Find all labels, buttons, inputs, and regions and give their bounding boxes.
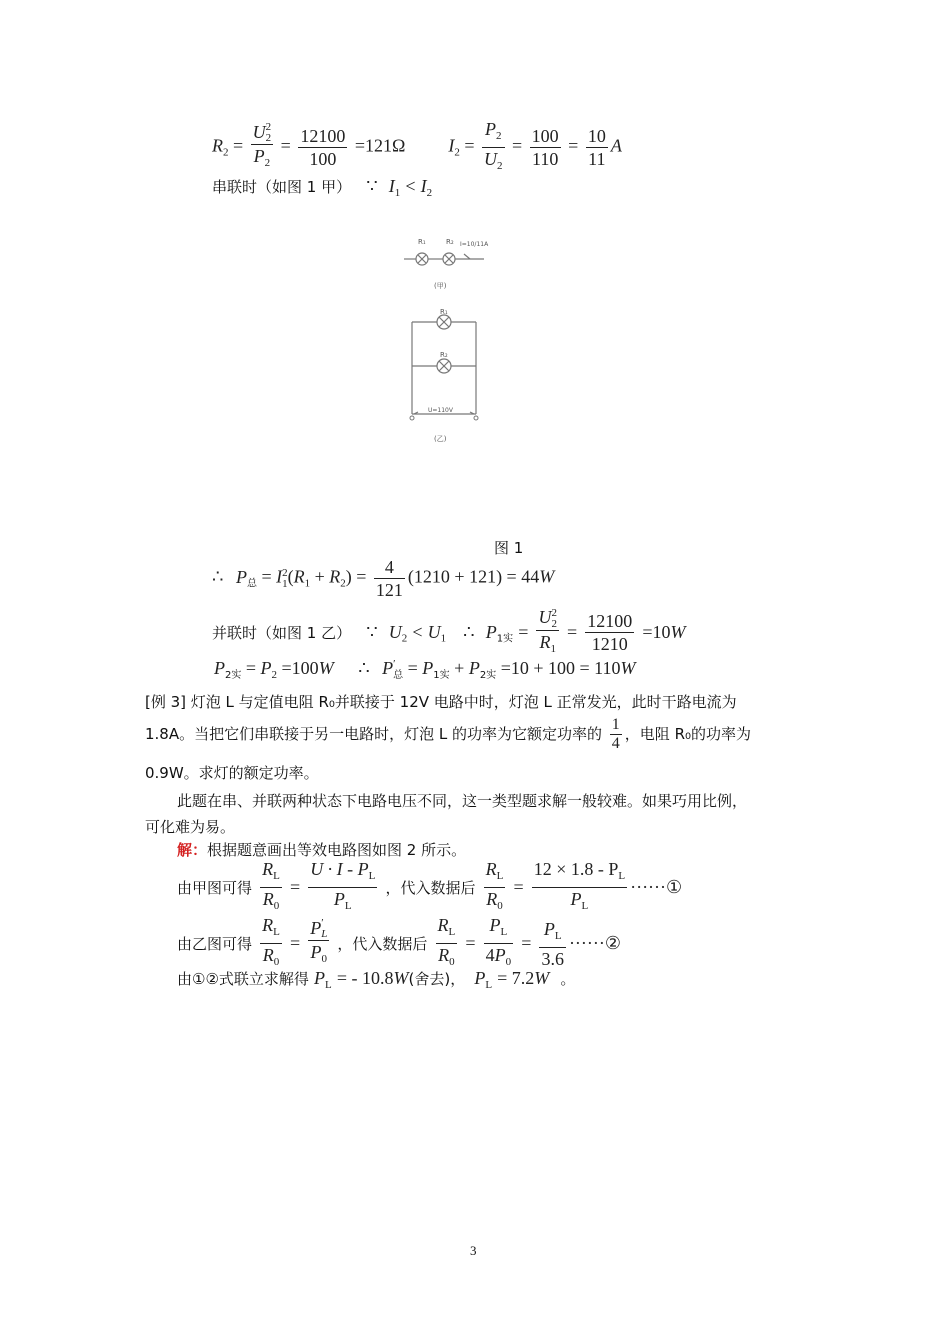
therefore-symbol: ∴ xyxy=(463,622,475,643)
denominator: 121 xyxy=(375,580,403,600)
series-circuit xyxy=(404,253,484,265)
subscript: 1 xyxy=(550,642,556,655)
fraction-pl-prime-p0 xyxy=(308,917,329,971)
denominator: 4 xyxy=(611,735,620,752)
symbol-p: P xyxy=(494,945,506,965)
symbol-p: P xyxy=(253,146,265,167)
symbol-i: I xyxy=(448,135,455,156)
ellipsis: ······ xyxy=(630,877,667,897)
symbol-p: P xyxy=(260,658,272,678)
subscript: 1 xyxy=(440,632,447,645)
equation-marker-2: ② xyxy=(604,933,622,953)
denominator: 3.6 xyxy=(541,948,564,969)
parallel-text: 并联时（如图 1 乙） xyxy=(212,624,352,643)
equals-sign: = xyxy=(567,622,578,643)
substitute-text: ，代入数据后 xyxy=(385,879,476,897)
less-than: < xyxy=(412,622,423,643)
equation-marker-1: ① xyxy=(666,877,683,897)
paren: ( xyxy=(287,566,294,587)
symbol-r: R xyxy=(486,889,498,909)
denominator: 1210 xyxy=(591,634,628,655)
result-value: =10 xyxy=(642,622,671,643)
value-answer: = 7.2 xyxy=(497,968,535,988)
numerator: 12100 xyxy=(300,126,346,146)
label-voltage: U=110V xyxy=(428,407,453,414)
subscript: 2 xyxy=(265,132,272,145)
symbol-r: R xyxy=(262,915,274,935)
symbol-p: P xyxy=(474,968,486,988)
subscript-2-actual: 2实 xyxy=(225,670,242,681)
fraction-10-11 xyxy=(586,125,608,170)
symbol-u: U xyxy=(252,121,266,142)
discard-note: (舍去) xyxy=(408,970,451,988)
numerator: 1 xyxy=(611,716,620,733)
fraction-ui-minus-pl xyxy=(308,858,377,917)
fraction-12100-1210 xyxy=(585,610,634,655)
fraction-u2-p2 xyxy=(251,121,274,175)
fraction-p2-u2 xyxy=(482,118,505,177)
subscript: 0 xyxy=(273,900,280,912)
prefix-text: 由①②式联立求解得 xyxy=(177,970,309,988)
symbol-p: P xyxy=(310,942,322,963)
value-100: =100 xyxy=(281,658,319,678)
equation-from-yi xyxy=(177,914,621,973)
equation-r2-i2 xyxy=(212,118,622,177)
symbol-r: R xyxy=(485,859,497,879)
symbol-r: R xyxy=(212,135,223,156)
symbol-r: R xyxy=(438,945,450,965)
label-jia: (甲) xyxy=(434,282,447,290)
unit-w: W xyxy=(620,658,636,678)
symbol-p: P xyxy=(468,658,480,678)
equals-sign: = xyxy=(464,135,475,156)
symbol-p: P xyxy=(570,889,582,909)
circuit-figure xyxy=(400,226,500,448)
numerator: 100 xyxy=(531,126,559,146)
because-symbol: ∵ xyxy=(366,622,378,643)
subscript: 2 xyxy=(401,632,408,645)
symbol-i: I xyxy=(276,566,283,587)
label-r1: R₁ xyxy=(440,308,448,316)
subscript: 2 xyxy=(340,577,346,590)
subscript-total: 总 xyxy=(246,578,257,590)
ellipsis: ······ xyxy=(568,933,605,953)
numerator-expr: U · I - P xyxy=(310,859,369,879)
subscript: L xyxy=(485,979,493,991)
subscript: 2 xyxy=(271,669,278,681)
equals-sign: = xyxy=(233,135,244,156)
subscript: L xyxy=(618,870,626,882)
subscript: 1 xyxy=(304,577,311,590)
parallel-condition-line xyxy=(212,606,686,660)
expression-tail: =10 + 100 = 110 xyxy=(500,658,621,678)
subscript: L xyxy=(554,929,562,942)
subscript: 2 xyxy=(497,160,503,172)
symbol-i: I xyxy=(388,176,395,196)
plus-sign: + xyxy=(314,566,325,587)
example3-line3: 0.9W。求灯的额定功率。 xyxy=(145,764,319,782)
fraction-numeric-jia xyxy=(532,858,627,917)
numerator-expr: 12 × 1.8 - P xyxy=(533,859,619,879)
symbol-p: P xyxy=(489,915,501,935)
page-number: 3 xyxy=(470,1243,477,1258)
subscript: 2 xyxy=(496,130,502,142)
symbol-r: R xyxy=(262,859,274,879)
therefore-symbol: ∴ xyxy=(212,566,224,587)
symbol-r: R xyxy=(262,889,274,909)
subscript: 0 xyxy=(449,956,455,968)
symbol-u: U xyxy=(538,607,552,627)
prefix-text: 由甲图可得 xyxy=(177,879,253,897)
subscript-total: 总 xyxy=(393,669,404,681)
fraction-rl-r0 xyxy=(260,858,282,917)
analysis-line2: 可化难为易。 xyxy=(145,818,236,836)
solution-text: 根据题意画出等效电路图如图 2 所示。 xyxy=(207,841,467,859)
subscript: L xyxy=(581,900,589,912)
terminal-right xyxy=(474,416,478,420)
equals-sign: = xyxy=(518,622,529,643)
subscript: 1 xyxy=(282,577,288,590)
subscript: L xyxy=(368,870,376,882)
subscript: 0 xyxy=(497,900,503,912)
prime-mark: ′ xyxy=(393,657,396,670)
unit-w: W xyxy=(539,566,555,587)
symbol-p: P xyxy=(485,622,497,643)
expression-tail: (1210 + 121) = 44 xyxy=(407,566,540,587)
subscript: L xyxy=(496,870,504,882)
fraction-pl-4p0 xyxy=(484,914,514,973)
parallel-circuit xyxy=(412,315,476,414)
denominator: 110 xyxy=(531,149,559,169)
plus-sign: + xyxy=(454,658,465,678)
subscript: 2 xyxy=(264,157,271,170)
label-r1: R₁ xyxy=(418,238,426,246)
equation-ptotal xyxy=(212,556,554,601)
terminal-left xyxy=(410,416,414,420)
because-symbol: ∵ xyxy=(366,176,378,196)
symbol-p: P xyxy=(310,917,322,938)
subscript: 2 xyxy=(454,146,460,159)
symbol-u: U xyxy=(484,149,497,169)
equals-sign: = xyxy=(521,933,532,953)
symbol-p: P xyxy=(382,658,394,678)
unit-a: A xyxy=(610,135,622,156)
symbol-p: P xyxy=(543,918,555,939)
equation-p2-actual xyxy=(214,658,636,681)
symbol-i: I xyxy=(420,176,427,196)
equals-sign: = xyxy=(245,658,257,678)
subscript-2-actual: 2实 xyxy=(479,670,497,681)
label-r2: R₂ xyxy=(446,238,454,246)
symbol-p: P xyxy=(235,566,247,587)
subscript: 0 xyxy=(273,956,280,968)
subscript: 0 xyxy=(321,953,327,966)
symbol-r: R xyxy=(539,631,551,652)
therefore-symbol: ∴ xyxy=(358,658,370,678)
label-r2: R₂ xyxy=(440,351,448,359)
symbol-r: R xyxy=(293,566,305,587)
numerator: 12100 xyxy=(587,611,633,632)
subscript: L xyxy=(448,926,456,938)
result-value: =121Ω xyxy=(354,135,406,156)
symbol-p: P xyxy=(314,968,325,988)
example3-text-a: 1.8A。当把它们串联接于另一电路时，灯泡 L 的功率为它额定功率的 xyxy=(145,725,603,743)
symbol-p: P xyxy=(485,119,496,139)
numerator: 4 xyxy=(374,556,405,579)
symbol-u: U xyxy=(388,622,402,643)
subscript: L xyxy=(500,926,508,938)
subscript: L xyxy=(344,900,352,912)
denominator: 11 xyxy=(588,149,606,169)
fraction-12100-100 xyxy=(298,125,347,170)
coefficient: 4 xyxy=(485,945,495,965)
fraction-rl-r0 xyxy=(484,858,506,917)
symbol-r: R xyxy=(437,915,449,935)
label-current: I=10/11A xyxy=(460,241,489,248)
superscript: 2 xyxy=(282,566,288,579)
subscript-1-actual: 1实 xyxy=(496,633,514,645)
prefix-text: 由乙图可得 xyxy=(177,935,253,953)
equals-sign: = xyxy=(513,877,524,897)
subscript: L xyxy=(321,928,328,941)
symbol-u: U xyxy=(427,622,441,643)
equals-sign: = xyxy=(568,135,579,156)
subscript: 2 xyxy=(223,146,229,159)
superscript: 2 xyxy=(551,606,557,619)
equals-sign: = xyxy=(289,877,301,897)
fraction-100-110 xyxy=(530,125,561,170)
subscript: L xyxy=(273,926,280,938)
equation-from-jia xyxy=(177,858,682,917)
subscript: L xyxy=(273,870,280,882)
prime-mark: ′ xyxy=(321,917,324,930)
subscript-1-actual: 1实 xyxy=(433,670,450,681)
subscript: 2 xyxy=(426,187,433,199)
denominator: 100 xyxy=(309,149,337,169)
substitute-text: ，代入数据后 xyxy=(337,935,428,953)
example3-text-b: ，电阻 R₀的功率为 xyxy=(624,725,752,743)
value-negative: = - 10.8 xyxy=(336,968,394,988)
superscript: 2 xyxy=(265,121,272,134)
subscript: L xyxy=(325,979,332,991)
subscript: 0 xyxy=(505,956,512,968)
equals-sign: = xyxy=(512,135,523,156)
symbol-p: P xyxy=(422,658,434,678)
fraction-4-121 xyxy=(374,556,405,601)
current-arrow xyxy=(464,254,470,259)
unit-w: W xyxy=(670,622,686,643)
example3-line1: [例 3] 灯泡 L 与定值电阻 R₀并联接于 12V 电路中时，灯泡 L 正常发光，此时干路电流为 xyxy=(145,693,737,711)
equals-sign: = xyxy=(261,566,272,587)
equals-sign: = xyxy=(356,566,367,587)
equals-sign: = xyxy=(465,933,476,953)
series-text: 串联时（如图 1 甲） xyxy=(212,178,352,196)
series-condition-line xyxy=(212,176,432,199)
less-than: < xyxy=(405,176,416,196)
equals-sign: = xyxy=(289,933,301,953)
unit-w: W xyxy=(534,968,550,988)
subscript: 1 xyxy=(394,187,401,199)
fraction-u2-r1 xyxy=(536,606,559,660)
symbol-p: P xyxy=(333,889,345,909)
subscript: 2 xyxy=(551,617,557,630)
numerator: 10 xyxy=(587,126,606,146)
comma: ， xyxy=(450,970,466,988)
period: 。 xyxy=(560,970,576,988)
symbol-r: R xyxy=(262,945,274,965)
equals-sign: = xyxy=(407,658,418,678)
equals-sign: = xyxy=(280,135,291,156)
fraction-rl-r0 xyxy=(260,914,282,973)
fraction-rl-r0 xyxy=(436,914,458,973)
fraction-pl-3-6 xyxy=(539,918,566,970)
analysis-line1: 此题在串、并联两种状态下电路电压不同，这一类型题求解一般较难。如果巧用比例， xyxy=(177,792,748,810)
paren: ) xyxy=(345,566,352,587)
fraction-one-quarter xyxy=(610,716,622,753)
figure-caption: 图 1 xyxy=(494,539,524,557)
equation-solve xyxy=(177,968,575,991)
unit-w: W xyxy=(393,968,409,988)
solution-label: 解： xyxy=(177,841,208,859)
label-yi: (乙) xyxy=(434,435,447,443)
symbol-r: R xyxy=(329,566,341,587)
symbol-p: P xyxy=(214,658,225,678)
unit-w: W xyxy=(318,658,334,678)
example3-line2 xyxy=(145,716,751,753)
